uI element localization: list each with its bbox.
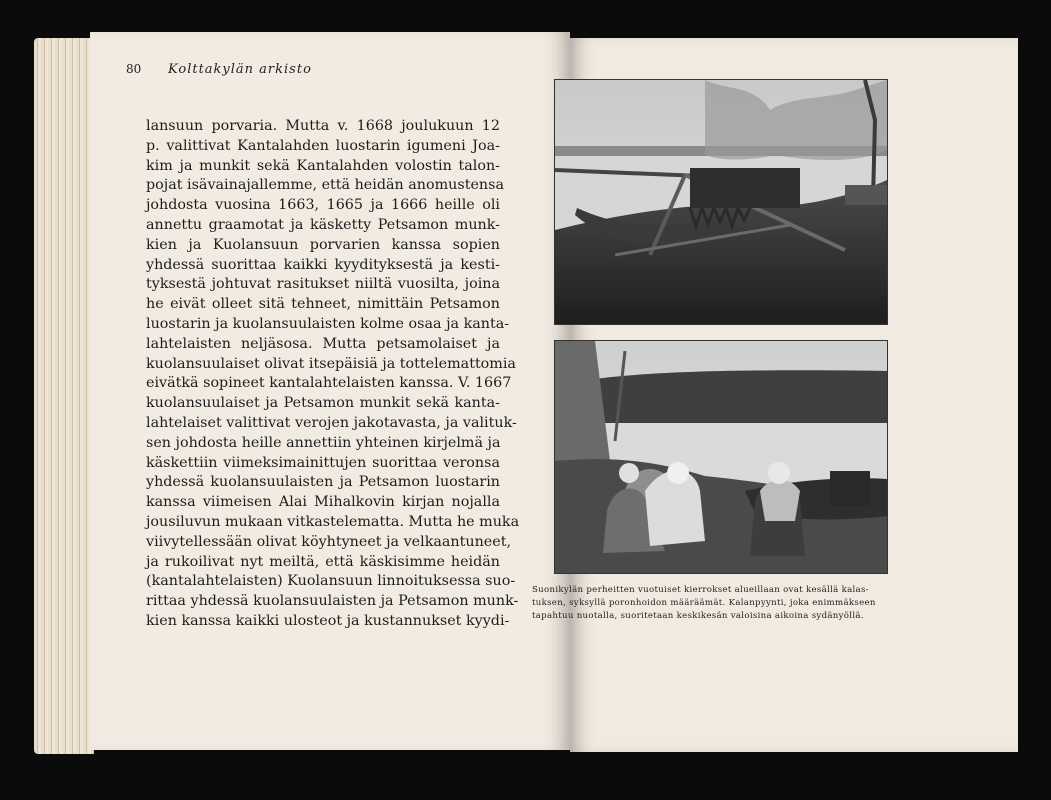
page-number: 80 <box>126 62 142 76</box>
text-line: rittaa yhdessä kuolansuulaisten ja Petsamon munk- <box>146 593 519 610</box>
text-line: kuolansuulaiset ja Petsamon munkit sekä kanta- <box>146 395 500 412</box>
text-line: (kantalahtelaisten) Kuolansuun linnoituksessa suo- <box>146 573 516 590</box>
photo-boat-drying-rack <box>554 79 888 325</box>
text-line: sen johdosta heille annettiin yhteinen kirjelmä ja <box>146 434 501 451</box>
photo-caption <box>532 584 904 623</box>
text-line: lahtelaisten neljäsosa. Mutta petsamolaiset ja <box>146 335 500 352</box>
text-line: kim ja munkit sekä Kantalahden volostin talon- <box>146 157 500 174</box>
text-line: ja rukoilivat nyt meiltä, että käskisimme heidän <box>146 553 500 570</box>
page-edges <box>34 38 94 754</box>
caption-line: tuksen, syksyllä poronhoidon määräämät. Kalanpyynti, joka enimmäkseen <box>532 598 876 608</box>
body-text <box>146 117 520 632</box>
text-line: johdosta vuosina 1663, 1665 ja 1666 heille oli <box>146 197 500 214</box>
caption-line: Suonikylän perheitten vuotuiset kierrokset alueillaan ovat kesällä kalas- <box>532 585 869 595</box>
text-line: kuolansuulaiset olivat itsepäisiä ja tottelemattomia <box>146 355 516 372</box>
photo-boat-drying-rack-image <box>555 80 887 324</box>
text-line: kien kanssa kaikki ulosteot ja kustannukset kyydi- <box>146 612 510 629</box>
running-title: Kolttakylän arkisto <box>168 62 312 77</box>
photo-women-lakeshore-image <box>555 341 887 573</box>
text-line: kanssa viimeisen Alai Mihalkovin kirjan nojalla <box>146 494 500 511</box>
text-line: pojat isävainajallemme, että heidän anomustensa <box>146 177 504 194</box>
text-line: luostarin ja kuolansuulaisten kolme osaa ja kanta- <box>146 315 510 332</box>
page-header <box>126 62 446 82</box>
caption-line: tapahtuu nuotalla, suoritetaan keskikesän valoisina aikoina sydänyöllä. <box>532 611 864 621</box>
text-line: tyksestä johtuvat rasitukset niiltä vuosilta, joina <box>146 276 500 293</box>
text-line: yhdessä kuolansuulaisten ja Petsamon luostarin <box>146 474 500 491</box>
text-line: yhdessä suorittaa kaikki kyydityksestä ja kesti- <box>146 256 500 273</box>
photo-women-lakeshore <box>554 340 888 574</box>
text-line: käskettiin viimeksimainittujen suorittaa veronsa <box>146 454 500 471</box>
text-line: he eivät olleet sitä tehneet, nimittäin Petsamon <box>146 296 500 313</box>
text-line: viivytellessään olivat köyhtyneet ja velkaantuneet, <box>146 533 512 550</box>
text-line: p. valittivat Kantalahden luostarin igumeni Joa- <box>146 137 500 154</box>
text-line: lahtelaiset valittivat verojen jakotavasta, ja valituk- <box>146 414 517 431</box>
text-line: annettu graamotat ja käsketty Petsamon munk- <box>146 216 500 233</box>
text-line: lansuun porvaria. Mutta v. 1668 joulukuun 12 <box>146 118 500 134</box>
text-line: eivätkä sopineet kantalahtelaisten kanssa. V. 1667 <box>146 375 512 392</box>
text-line: jousiluvun mukaan vitkastelematta. Mutta he muka <box>146 513 520 530</box>
text-line: kien ja Kuolansuun porvarien kanssa sopien <box>146 236 500 253</box>
